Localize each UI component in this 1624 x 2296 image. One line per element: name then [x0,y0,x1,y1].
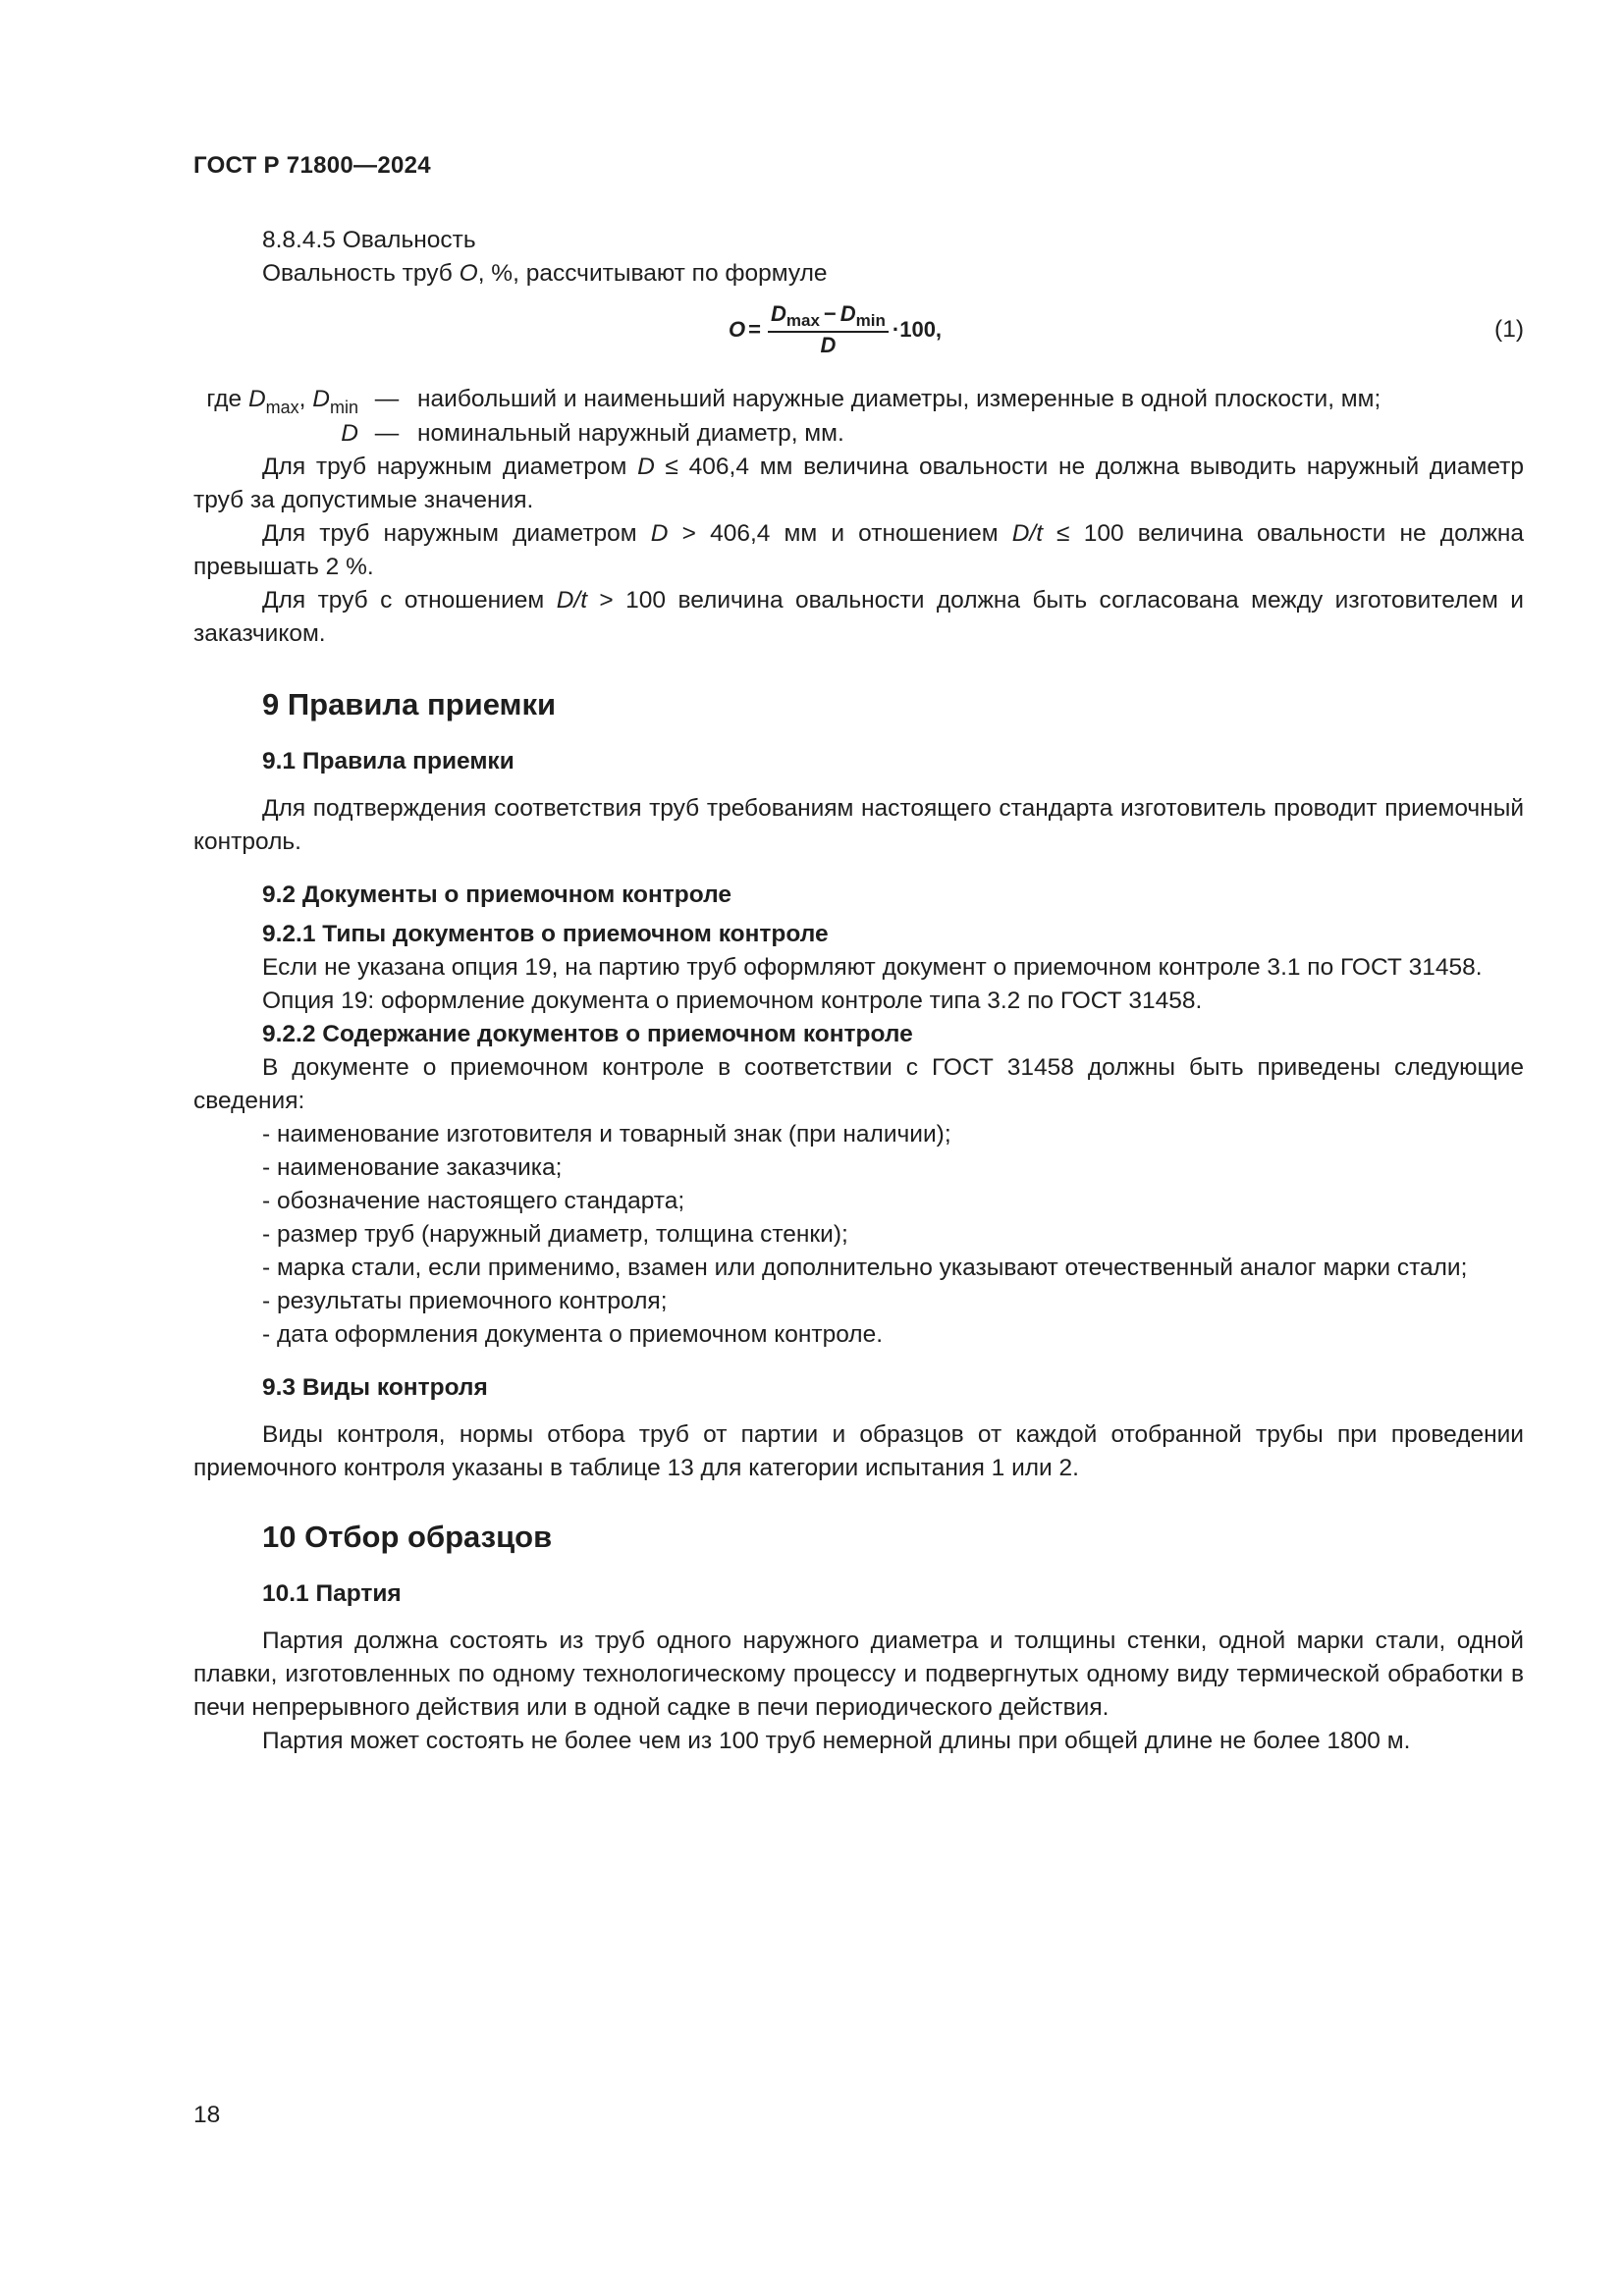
clause-9-1-text: Для подтверждения соответствия труб требованиям настоящего стандарта изготовитель проводит приемочный контроль. [193,795,1524,855]
clause-10-1-heading: 10.1 Партия [262,1580,402,1607]
list-item: - обозначение настоящего стандарта; [262,1188,685,1214]
ovality-formula [729,294,942,365]
formula-lhs: O [729,317,746,342]
clause-9-3-text: Виды контроля, нормы отбора труб от партии и образцов от каждой отобранной трубы при проведении приемочного контроля указаны в таблице 13 для категории испытания 1 или 2. [193,1421,1524,1481]
page-number: 18 [193,2102,221,2128]
formula-legend-row-2 [193,417,1524,451]
clause-8-8-4-5-intro: Овальность труб O, %, рассчитывают по формуле [262,260,828,287]
clause-9-2-2-text: В документе о приемочном контроле в соответствии с ГОСТ 31458 должны быть приведены следующие сведения: [193,1054,1524,1114]
legend-symbols: где $D_{max}$, $D_{min}$ [206,386,358,417]
legend-dash: — [374,386,400,412]
formula-block [193,294,1524,365]
clause-9-2-2-heading: 9.2.2 Содержание документов о приемочном контроле [262,1021,913,1047]
legend-description: наибольший и наименьший наружные диаметры, измеренные в одной плоскости, мм; [417,386,1381,412]
formula-fraction [768,301,889,358]
ovality-paragraph-2: Для труб наружным диаметром D > 406,4 мм и отношением D/t ≤ 100 величина овальности не должна превышать 2 %. [193,520,1524,580]
legend-dash: — [374,420,400,447]
clause-10-1-text-2: Партия может состоять не более чем из 100 труб немерной длины при общей длине не более 1800 м. [262,1728,1411,1754]
formula-legend-row-1 [193,383,1524,417]
clause-8-8-4-5-title: 8.8.4.5 Овальность [262,227,476,253]
list-item: - размер труб (наружный диаметр, толщина стенки); [262,1221,848,1248]
legend-description: номинальный наружный диаметр, мм. [417,420,844,447]
page-content [193,224,1524,1758]
legend-symbols: D [341,420,358,447]
clause-9-2-1-text-2: Опция 19: оформление документа о приемочном контроле типа 3.2 по ГОСТ 31458. [262,988,1203,1014]
formula-numerator: $D_{max} - D_{min}$ [768,301,889,333]
formula-equals: = [748,317,761,342]
list-item: - наименование заказчика; [262,1154,563,1181]
clause-9-2-1-text-1: Если не указана опция 19, на партию труб оформляют документ о приемочном контроле 3.1 по ГОСТ 31458. [262,954,1483,981]
section-9-heading: 9 Правила приемки [262,687,557,721]
section-10-heading: 10 Отбор образцов [262,1520,553,1554]
formula-number: (1) [1494,316,1524,343]
clause-9-1-heading: 9.1 Правила приемки [262,748,514,774]
clause-10-1-text-1: Партия должна состоять из труб одного наружного диаметра и толщины стенки, одной марки стали, одной плавки, изготовленных по одному технологическому процессу и подвергнутых одному виду термической обработки в печи непрерывного действия или в одной садке в печи периодического действия. [193,1628,1524,1721]
clause-9-2-heading: 9.2 Документы о приемочном контроле [262,881,731,908]
list-item: - наименование изготовителя и товарный знак (при наличии); [262,1121,951,1148]
list-item: - результаты приемочного контроля; [262,1288,668,1314]
ovality-paragraph-3: Для труб с отношением D/t > 100 величина овальности должна быть согласована между изготовителем и заказчиком. [193,587,1524,647]
list-item: - марка стали, если применимо, взамен или дополнительно указывают отечественный аналог марки стали; [262,1255,1468,1281]
formula-denominator: D [820,333,837,357]
formula-multiplier: ·100, [892,317,943,342]
document-code: ГОСТ Р 71800—2024 [193,152,431,179]
clause-9-3-heading: 9.3 Виды контроля [262,1374,488,1401]
ovality-paragraph-1: Для труб наружным диаметром D ≤ 406,4 мм величина овальности не должна выводить наружный диаметр труб за допустимые значения. [193,454,1525,513]
clause-9-2-1-heading: 9.2.1 Типы документов о приемочном контроле [262,921,829,947]
list-item: - дата оформления документа о приемочном контроле. [262,1321,884,1348]
